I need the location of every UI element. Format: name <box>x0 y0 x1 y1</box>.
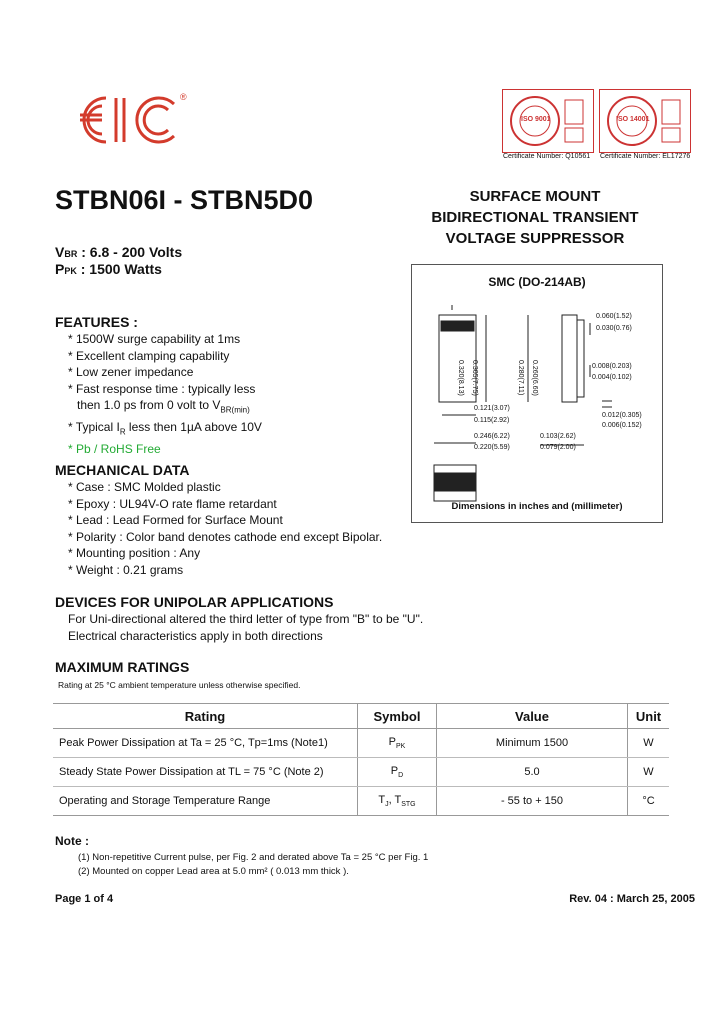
list-item: * Low zener impedance <box>68 365 194 379</box>
list-item: * Case : SMC Molded plastic <box>68 480 221 494</box>
iso9001-badge: ISO 9001 <box>502 89 594 153</box>
list-item: * Mounting position : Any <box>68 546 201 560</box>
table-row: Peak Power Dissipation at Ta = 25 °C, Tp=1ms (Note1) $P_{PK}$ Minimum 1500 W <box>53 729 669 758</box>
list-item: * Weight : 0.21 grams <box>68 562 184 577</box>
list-item: * Excellent clamping capability <box>68 348 230 363</box>
cert-caption-2: Certificate Number: EL17276 <box>600 153 691 160</box>
list-item: * Pb / RoHS Free <box>68 441 161 456</box>
package-title: SMC (DO-214AB) <box>488 275 586 289</box>
product-title: STBN06I - STBN5D0 <box>55 185 314 215</box>
unipolar-text: For Uni-directional altered the third letter of type from "B" to be "U". Electrical characteristics apply in both directions <box>68 612 424 643</box>
mechanical-list <box>68 479 382 578</box>
page-number: Page 1 of 4 <box>55 893 114 905</box>
iso14001-badge: ISO 14001 <box>599 89 691 153</box>
ratings-heading: MAXIMUM RATINGS <box>55 659 190 675</box>
unipolar-heading: DEVICES FOR UNIPOLAR APPLICATIONS <box>55 594 334 610</box>
list-item: * Fast response time : typically less <box>68 381 256 396</box>
eic-logo <box>66 90 196 152</box>
ratings-note: Rating at 25 °C ambient temperature unless otherwise specified. <box>58 680 301 690</box>
features-list <box>68 331 262 457</box>
list-item: * 1500W surge capability at 1ms <box>68 332 241 346</box>
package-diagram: SMC (DO-214AB) 0.060(1.52) 0.030(0.76) 0.008(0.203) 0.004(0.102) 0.012(0.305) 0.006(0.152) 0.121(3.07) 0.115(2.92) 0.246(6.22) 0.220(5.59) 0.103(2.62) 0.079(2.00) 0.320(8.13) 0.305(7.75) 0.280(7.11) 0.260(6.60) Dimensions in inches and (millimeter) <box>411 264 663 523</box>
list-item: (2) Mounted on copper Lead area at 5.0 mm² ( 0.013 mm thick ). <box>78 866 349 877</box>
list-item: * Epoxy : UL94V-O rate flame retardant <box>68 496 277 511</box>
ratings-table: Rating Symbol Value Unit Peak Power Dissipation at Ta = 25 °C, Tp=1ms (Note1) $P_{PK}$ Minimum 1500 W Steady State Power Dissipation at TL = 75 °C (Note 2) $P_D$ 5.0 W Operating and Storage Temperature Range $T_J$, $T_{STG}$ - 55 to + 150 °C <box>53 703 669 816</box>
vbr-spec: VBR : 6.8 - 200 Volts <box>55 244 183 260</box>
ppk-spec: PPK : 1500 Watts <box>55 261 162 277</box>
list-item: * Typical $I_R$ less then 1µA above 10V <box>68 419 262 437</box>
list-item: then 1.0 ps from 0 volt to $V_{BR(min)}$ <box>77 398 250 415</box>
mechanical-heading: MECHANICAL DATA <box>55 462 190 478</box>
product-description: SURFACE MOUNT BIDIRECTIONAL TRANSIENT VOLTAGE SUPPRESSOR <box>431 188 639 247</box>
registered-mark: ® <box>180 92 187 102</box>
table-row: Steady State Power Dissipation at TL = 75 °C (Note 2) $P_D$ 5.0 W <box>53 758 669 787</box>
cert-caption-1: Certificate Number: Q10561 <box>503 153 591 160</box>
list-item: * Lead : Lead Formed for Surface Mount <box>68 513 283 527</box>
revision: Rev. 04 : March 25, 2005 <box>569 893 695 905</box>
notes-heading: Note : <box>55 834 89 848</box>
list-item: * Polarity : Color band denotes cathode end except Bipolar. <box>68 529 383 544</box>
list-item: (1) Non-repetitive Current pulse, per Fig. 2 and derated above Ta = 25 °C per Fig. 1 <box>78 852 429 863</box>
notes-list <box>78 851 428 879</box>
features-heading: FEATURES : <box>55 314 138 330</box>
package-caption: Dimensions in inches and (millimeter) <box>451 501 623 512</box>
table-row: Operating and Storage Temperature Range $T_J$, $T_{STG}$ - 55 to + 150 °C <box>53 787 669 816</box>
